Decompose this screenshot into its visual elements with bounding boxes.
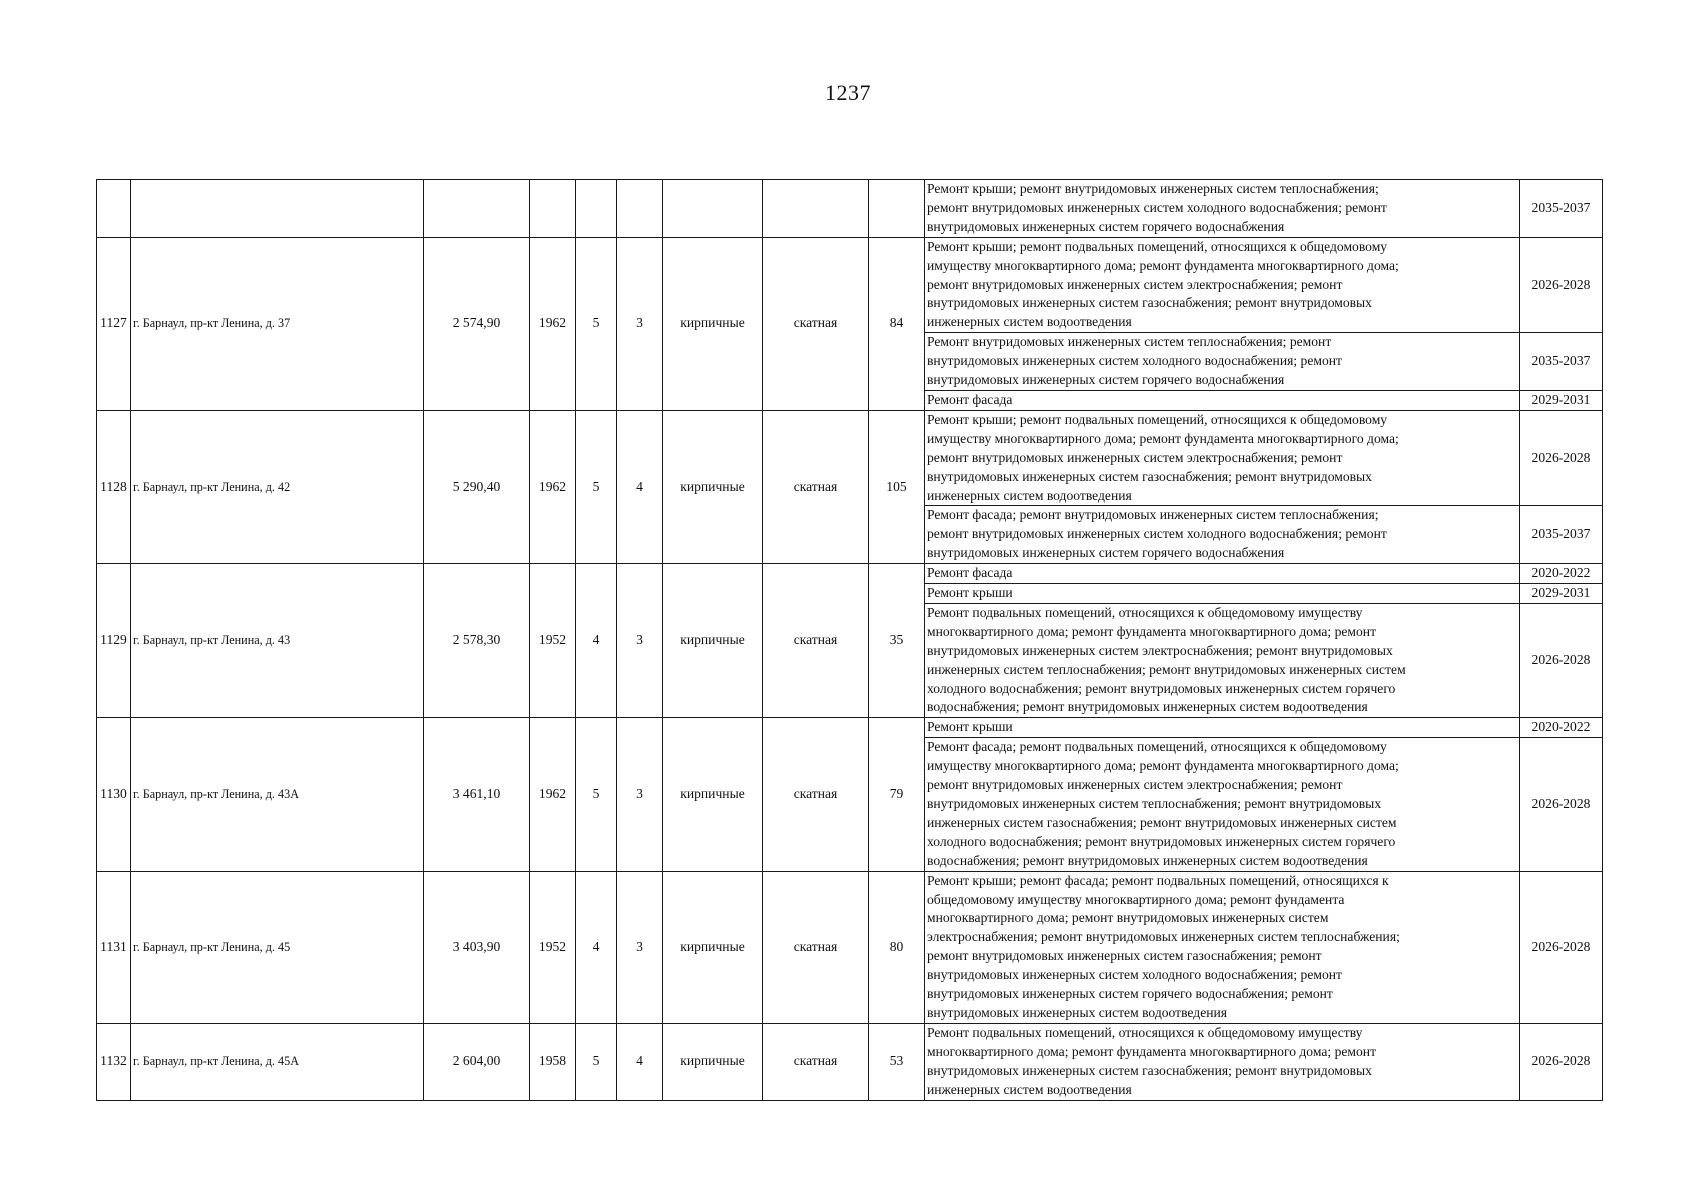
area-cell: 2 578,30 (424, 564, 530, 718)
works-line: ремонт внутридомовых инженерных систем газоснабжения; ремонт (927, 948, 1322, 964)
floors-cell: 5 (576, 410, 617, 563)
works-cell (925, 410, 1520, 506)
works-line: внутридомовых инженерных систем горячего водоснабжения (927, 372, 1285, 388)
period-cell: 2026-2028 (1520, 738, 1603, 871)
address-cell: г. Барнаул, пр-кт Ленина, д. 45А (131, 1023, 424, 1100)
wall-material-cell: кирпичные (663, 1023, 763, 1100)
address-cell: г. Барнаул, пр-кт Ленина, д. 42 (131, 410, 424, 563)
address-cell: г. Барнаул, пр-кт Ленина, д. 45 (131, 871, 424, 1023)
residents-cell: 84 (869, 237, 925, 410)
works-line: Ремонт подвальных помещений, относящихся к общедомовому имуществу (927, 604, 1363, 620)
works-line: Ремонт фасада; ремонт подвальных помещений, относящихся к общедомовому (927, 739, 1387, 755)
wall-material-cell: кирпичные (663, 410, 763, 563)
entrances-cell: 3 (617, 237, 663, 410)
works-line: Ремонт крыши (927, 585, 1013, 601)
house-number-cell: 1131 (97, 871, 131, 1023)
works-line: инженерных систем водоотведения (927, 314, 1132, 330)
works-line: электроснабжения; ремонт внутридомовых инженерных систем теплоснабжения; (927, 929, 1400, 945)
roof-type-cell: скатная (763, 718, 869, 871)
works-line: водоснабжения; ремонт внутридомовых инженерных систем водоотведения (927, 852, 1368, 868)
address-cell: г. Барнаул, пр-кт Ленина, д. 43А (131, 718, 424, 871)
year-built-cell: 1952 (530, 564, 576, 718)
works-line: многоквартирного дома; ремонт фундамента многоквартирного дома; ремонт (927, 623, 1377, 639)
table-row (97, 871, 1603, 1023)
floors-cell: 4 (576, 564, 617, 718)
works-line: многоквартирного дома; ремонт фундамента многоквартирного дома; ремонт (927, 1043, 1377, 1059)
residents-cell (869, 180, 925, 238)
period-cell: 2035-2037 (1520, 506, 1603, 564)
works-line: Ремонт фасада; ремонт внутридомовых инженерных систем теплоснабжения; (927, 507, 1379, 523)
works-line: внутридомовых инженерных систем теплоснабжения; ремонт внутридомовых (927, 796, 1382, 811)
works-line: многоквартирного дома; ремонт внутридомовых инженерных систем (927, 910, 1329, 926)
residents-cell: 105 (869, 410, 925, 563)
roof-type-cell: скатная (763, 564, 869, 718)
house-number-cell: 1128 (97, 410, 131, 563)
period-cell: 2026-2028 (1520, 237, 1603, 333)
works-line: Ремонт фасада (927, 565, 1013, 581)
residents-cell: 53 (869, 1023, 925, 1100)
floors-cell: 5 (576, 237, 617, 410)
works-cell (925, 718, 1520, 738)
house-number-cell (97, 180, 131, 238)
works-cell (925, 1023, 1520, 1100)
period-cell: 2035-2037 (1520, 333, 1603, 391)
entrances-cell: 3 (617, 718, 663, 871)
period-cell: 2026-2028 (1520, 410, 1603, 506)
entrances-cell: 3 (617, 564, 663, 718)
year-built-cell: 1962 (530, 237, 576, 410)
area-cell: 5 290,40 (424, 410, 530, 563)
house-number-cell: 1127 (97, 237, 131, 410)
works-line: Ремонт внутридомовых инженерных систем теплоснабжения; ремонт (927, 334, 1332, 350)
year-built-cell (530, 180, 576, 238)
works-line: внутридомовых инженерных систем водоотведения (927, 1004, 1228, 1020)
wall-material-cell: кирпичные (663, 564, 763, 718)
house-number-cell: 1129 (97, 564, 131, 718)
works-line: инженерных систем водоотведения (927, 487, 1132, 503)
capital-repair-table (96, 179, 1603, 1101)
area-cell (424, 180, 530, 238)
works-line: Ремонт крыши; ремонт подвальных помещений, относящихся к общедомовому (927, 238, 1388, 254)
works-cell (925, 390, 1520, 410)
works-line: внутридомовых инженерных систем холодного водоснабжения; ремонт (927, 353, 1342, 369)
period-cell: 2029-2031 (1520, 584, 1603, 604)
table-row (97, 1023, 1603, 1100)
table-row (97, 564, 1603, 584)
works-cell (925, 738, 1520, 871)
wall-material-cell: кирпичные (663, 718, 763, 871)
house-number-cell: 1132 (97, 1023, 131, 1100)
residents-cell: 80 (869, 871, 925, 1023)
wall-material-cell: кирпичные (663, 237, 763, 410)
floors-cell: 4 (576, 871, 617, 1023)
page-number: 1237 (825, 80, 871, 105)
works-line: ремонт внутридомовых инженерных систем холодного водоснабжения; ремонт (927, 199, 1387, 215)
entrances-cell: 3 (617, 871, 663, 1023)
works-line: Ремонт фасада (927, 391, 1013, 407)
works-cell (925, 603, 1520, 717)
area-cell: 3 461,10 (424, 718, 530, 871)
works-line: имуществу многоквартирного дома; ремонт фундамента многоквартирного дома; (927, 758, 1399, 774)
works-cell (925, 871, 1520, 1023)
address-cell: г. Барнаул, пр-кт Ленина, д. 43 (131, 564, 424, 718)
works-line: ремонт внутридомовых инженерных систем электроснабжения; ремонт (927, 276, 1343, 292)
works-line: внутридомовых инженерных систем газоснабжения; ремонт внутридомовых (927, 1062, 1372, 1078)
address-cell (131, 180, 424, 238)
works-line: Ремонт крыши (927, 719, 1013, 735)
roof-type-cell: скатная (763, 871, 869, 1023)
period-cell: 2020-2022 (1520, 564, 1603, 584)
works-line: холодного водоснабжения; ремонт внутридомовых инженерных систем горячего (927, 680, 1396, 696)
residents-cell: 79 (869, 718, 925, 871)
wall-material-cell: кирпичные (663, 871, 763, 1023)
works-line: внутридомовых инженерных систем холодного водоснабжения; ремонт (927, 967, 1342, 983)
works-cell (925, 237, 1520, 333)
works-cell (925, 584, 1520, 604)
table-row (97, 237, 1603, 333)
area-cell: 2 574,90 (424, 237, 530, 410)
wall-material-cell (663, 180, 763, 238)
works-line: внутридомовых инженерных систем горячего водоснабжения; ремонт (927, 986, 1333, 1002)
works-line: ремонт внутридомовых инженерных систем холодного водоснабжения; ремонт (927, 526, 1387, 542)
period-cell: 2029-2031 (1520, 390, 1603, 410)
area-cell: 3 403,90 (424, 871, 530, 1023)
works-line: Ремонт крыши; ремонт фасада; ремонт подвальных помещений, относящихся к (927, 872, 1389, 888)
period-cell: 2026-2028 (1520, 871, 1603, 1023)
works-line: инженерных систем газоснабжения; ремонт внутридомовых инженерных систем (927, 814, 1397, 830)
works-line: внутридомовых инженерных систем газоснабжения; ремонт внутридомовых (927, 295, 1372, 311)
entrances-cell (617, 180, 663, 238)
works-line: холодного водоснабжения; ремонт внутридомовых инженерных систем горячего (927, 833, 1396, 849)
year-built-cell: 1952 (530, 871, 576, 1023)
period-cell: 2035-2037 (1520, 180, 1603, 238)
roof-type-cell: скатная (763, 1023, 869, 1100)
works-line: инженерных систем теплоснабжения; ремонт внутридомовых инженерных систем (927, 661, 1406, 677)
period-cell: 2020-2022 (1520, 718, 1603, 738)
works-line: имуществу многоквартирного дома; ремонт фундамента многоквартирного дома; (927, 257, 1399, 273)
works-line: внутридомовых инженерных систем горячего водоснабжения (927, 545, 1285, 561)
entrances-cell: 4 (617, 410, 663, 563)
works-line: внутридомовых инженерных систем газоснабжения; ремонт внутридомовых (927, 468, 1372, 484)
year-built-cell: 1958 (530, 1023, 576, 1100)
table-body (97, 180, 1603, 1101)
works-line: Ремонт крыши; ремонт подвальных помещений, относящихся к общедомовому (927, 411, 1388, 427)
works-cell (925, 506, 1520, 564)
period-cell: 2026-2028 (1520, 1023, 1603, 1100)
table-row (97, 180, 1603, 238)
roof-type-cell: скатная (763, 410, 869, 563)
area-cell: 2 604,00 (424, 1023, 530, 1100)
works-line: внутридомовых инженерных систем электроснабжения; ремонт внутридомовых (927, 642, 1393, 658)
works-line: ремонт внутридомовых инженерных систем электроснабжения; ремонт (927, 777, 1343, 793)
works-cell (925, 180, 1520, 238)
table-row (97, 718, 1603, 738)
residents-cell: 35 (869, 564, 925, 718)
floors-cell: 5 (576, 718, 617, 871)
roof-type-cell: скатная (763, 237, 869, 410)
works-line: имуществу многоквартирного дома; ремонт фундамента многоквартирного дома; (927, 430, 1399, 446)
works-cell (925, 333, 1520, 391)
table-row (97, 410, 1603, 506)
works-line: внутридомовых инженерных систем горячего водоснабжения (927, 218, 1285, 234)
year-built-cell: 1962 (530, 718, 576, 871)
roof-type-cell (763, 180, 869, 238)
house-number-cell: 1130 (97, 718, 131, 871)
works-line: ремонт внутридомовых инженерных систем электроснабжения; ремонт (927, 449, 1343, 465)
works-cell (925, 564, 1520, 584)
period-cell: 2026-2028 (1520, 603, 1603, 717)
floors-cell: 5 (576, 1023, 617, 1100)
address-cell: г. Барнаул, пр-кт Ленина, д. 37 (131, 237, 424, 410)
entrances-cell: 4 (617, 1023, 663, 1100)
year-built-cell: 1962 (530, 410, 576, 563)
works-line: инженерных систем водоотведения (927, 1081, 1132, 1097)
works-line: Ремонт подвальных помещений, относящихся к общедомовому имуществу (927, 1024, 1363, 1040)
works-line: водоснабжения; ремонт внутридомовых инженерных систем водоотведения (927, 699, 1368, 715)
floors-cell (576, 180, 617, 238)
works-line: общедомовому имуществу многоквартирного дома; ремонт фундамента (927, 891, 1345, 907)
works-line: Ремонт крыши; ремонт внутридомовых инженерных систем теплоснабжения; (927, 181, 1379, 196)
